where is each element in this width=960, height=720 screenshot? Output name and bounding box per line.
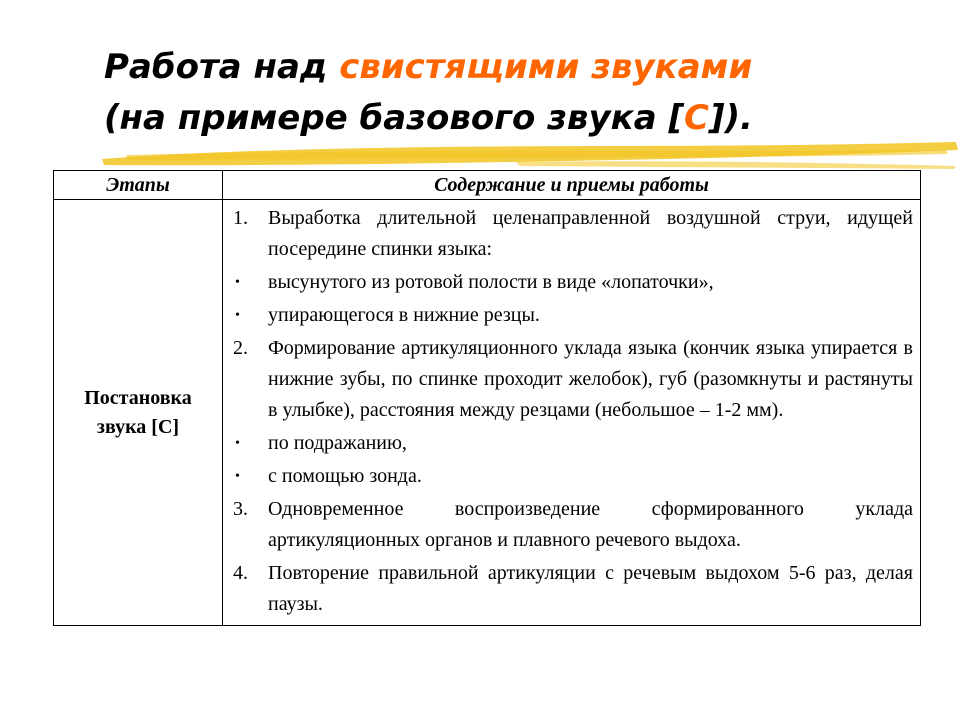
bullet-list-item [233, 461, 913, 492]
item-text: Выработка длительной целенаправленной воздушной струи, идущей посередине спинки языка: [268, 207, 913, 260]
item-text: высунутого из ротовой полости в виде «лопаточки», [268, 271, 714, 293]
slide-title [104, 42, 924, 144]
header-content: Содержание и приемы работы [223, 171, 921, 200]
content-list [233, 203, 913, 620]
title-line-1 [104, 42, 924, 93]
stages-table [53, 170, 921, 626]
numbered-list-item [233, 558, 913, 620]
bullet-marker: • [235, 275, 240, 290]
bullet-list-item [233, 300, 913, 331]
title-text: ]). [708, 98, 753, 138]
header-stages: Этапы [54, 171, 223, 200]
item-number: 3. [233, 498, 248, 520]
item-number: 2. [233, 337, 248, 359]
title-line-2 [104, 93, 924, 144]
bullet-marker: • [235, 308, 240, 323]
numbered-list-item [233, 333, 913, 426]
bullet-marker: • [235, 469, 240, 484]
title-accent-text: свистящими звуками [339, 47, 753, 87]
bullet-marker: • [235, 436, 240, 451]
table-row [54, 200, 921, 626]
bullet-list-item [233, 428, 913, 459]
table-header-row [54, 171, 921, 200]
item-text: Повторение правильной артикуляции с речевым выдохом 5-6 раз, делая паузы. [268, 562, 913, 615]
item-text: упирающегося в нижние резцы. [268, 304, 540, 326]
bullet-list-item [233, 267, 913, 298]
title-text: (на примере базового звука [ [104, 98, 685, 138]
item-text: Одновременное воспроизведение сформированного уклада артикуляционных органов и плавного речевого выдоха. [268, 498, 913, 551]
item-number: 1. [233, 207, 248, 229]
numbered-list-item [233, 203, 913, 265]
stage-name-cell: Постановка звука [С] [54, 200, 223, 626]
item-text: по подражанию, [268, 432, 407, 454]
title-text: Работа над [104, 47, 340, 87]
brush-stroke-shapes [102, 142, 958, 169]
brush-stroke-decoration [96, 138, 960, 172]
numbered-list-item [233, 494, 913, 556]
item-text: с помощью зонда. [268, 465, 422, 487]
item-number: 4. [233, 562, 248, 584]
content-cell [223, 200, 921, 626]
title-accent-letter: С [684, 98, 709, 138]
item-text: Формирование артикуляционного уклада языка (кончик языка упирается в нижние зубы, по спинке проходит желобок), губ (разомкнуты и растянуты в улыбке), расстояния между резцами (небольшое – 1-2 мм). [268, 337, 913, 421]
